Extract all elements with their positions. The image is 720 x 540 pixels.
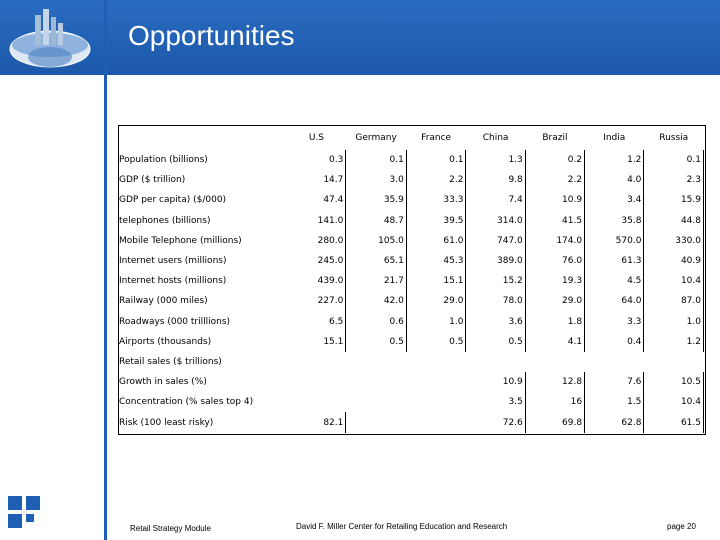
table-cell: 3.6 [466, 312, 525, 332]
row-label: telephones (billions) [119, 215, 211, 226]
row-label: Growth in sales (%) [119, 377, 207, 388]
table-cell: 0.5 [466, 332, 525, 352]
table-cell: 33.3 [406, 190, 466, 210]
table-cell: 1.2 [585, 150, 644, 170]
table-cell: 6.5 [287, 312, 346, 332]
table-cell: 3.4 [585, 190, 644, 210]
row-label: Concentration (% sales top 4) [119, 397, 254, 408]
table-cell: 1.2 [644, 332, 704, 352]
table-border [118, 125, 706, 435]
table-cell: 0.1 [406, 150, 466, 170]
page-number: page 20 [667, 522, 696, 531]
table-cell: 42.0 [346, 291, 407, 311]
table-cell: 21.7 [346, 271, 407, 291]
table-cell: 82.1 [287, 412, 346, 432]
table-cell: 7.6 [585, 372, 644, 392]
header-cell: Russia [659, 133, 689, 143]
table-cell: 747.0 [466, 231, 525, 251]
table-cell: 330.0 [644, 231, 704, 251]
table-cell: 12.8 [525, 372, 584, 392]
table-cell: 45.3 [406, 251, 466, 271]
table-cell: 0.1 [346, 150, 407, 170]
table-cell: 41.5 [525, 211, 584, 231]
table-cell: 15.1 [287, 332, 346, 352]
table-cell: 61.3 [585, 251, 644, 271]
table-cell: 0.1 [644, 150, 704, 170]
table-cell: 1.0 [644, 312, 704, 332]
table-cell: 76.0 [525, 251, 584, 271]
table-cell: 2.3 [644, 170, 704, 190]
table-cell: 7.4 [466, 190, 525, 210]
row-label: Internet hosts (millions) [119, 276, 227, 287]
city-globe-icon [5, 5, 95, 73]
table-cell: 40.9 [644, 251, 704, 271]
table-cell: 10.9 [525, 190, 584, 210]
row-label: GDP per capita) ($/000) [119, 195, 227, 206]
table-cell: 314.0 [466, 211, 525, 231]
table-cell: 10.9 [466, 372, 525, 392]
table-cell: 1.3 [466, 150, 525, 170]
table-cell: 0.3 [287, 150, 346, 170]
header-cell: Brazil [542, 133, 568, 143]
page-title: Opportunities [128, 20, 295, 51]
table-cell: 2.2 [406, 170, 466, 190]
table-cell: 4.5 [585, 271, 644, 291]
header-cell: India [603, 133, 626, 143]
table-cell: 1.8 [525, 312, 584, 332]
table-cell: 29.0 [525, 291, 584, 311]
table-cell: 62.8 [585, 412, 644, 432]
table-cell: 16 [525, 392, 584, 412]
header-cell: Germany [355, 133, 397, 143]
slide-header [0, 0, 720, 75]
table-cell: 69.8 [525, 412, 584, 432]
table-cell: 35.8 [585, 211, 644, 231]
row-label: Retail sales ($ trillions) [119, 356, 222, 367]
table-cell: 1.5 [585, 392, 644, 412]
header-cell: U.S [308, 133, 325, 143]
table-cell: 0.5 [346, 332, 407, 352]
table-cell: 10.5 [644, 372, 704, 392]
table-cell: 10.4 [644, 392, 704, 412]
row-label: Risk (100 least risky) [119, 417, 214, 428]
table-cell: 19.3 [525, 271, 584, 291]
table-cell: 4.1 [525, 332, 584, 352]
row-label: Internet users (millions) [119, 256, 227, 267]
table-cell: 439.0 [287, 271, 346, 291]
table-cell: 141.0 [287, 211, 346, 231]
table-cell: 14.7 [287, 170, 346, 190]
table-cell: 78.0 [466, 291, 525, 311]
table-cell: 15.9 [644, 190, 704, 210]
row-label: Population (billions) [119, 155, 208, 166]
table-cell: 0.5 [406, 332, 466, 352]
row-label: Airports (thousands) [119, 336, 212, 347]
row-label: Roadways (000 trilllions) [119, 316, 231, 327]
table-cell: 44.8 [644, 211, 704, 231]
row-label: Mobile Telephone (millions) [119, 235, 242, 246]
table-cell: 72.6 [466, 412, 525, 432]
table-cell: 61.0 [406, 231, 466, 251]
table-cell: 3.0 [346, 170, 407, 190]
table-cell: 65.1 [346, 251, 407, 271]
table-cell: 35.9 [346, 190, 407, 210]
table-cell: 4.0 [585, 170, 644, 190]
footer-center-name: David F. Miller Center for Retailing Education and Research [296, 522, 508, 531]
table-cell: 9.8 [466, 170, 525, 190]
table-cell: 10.4 [644, 271, 704, 291]
table-cell: 3.3 [585, 312, 644, 332]
vertical-divider [104, 0, 107, 540]
table-cell: 105.0 [346, 231, 407, 251]
table-cell: 389.0 [466, 251, 525, 271]
table-cell: 87.0 [644, 291, 704, 311]
header-band [0, 0, 720, 75]
footer-module-name: Retail Strategy Module [130, 524, 211, 533]
row-label: Railway (000 miles) [119, 296, 208, 307]
table-cell: 245.0 [287, 251, 346, 271]
table-cell: 1.0 [406, 312, 466, 332]
table-cell: 39.5 [406, 211, 466, 231]
table-cell: 29.0 [406, 291, 466, 311]
header-cell: China [482, 133, 509, 143]
table-cell: 61.5 [644, 412, 704, 432]
table-cell: 227.0 [287, 291, 346, 311]
table-cell: 0.6 [346, 312, 407, 332]
table-cell: 174.0 [525, 231, 584, 251]
header-cell: France [421, 133, 452, 143]
table-cell: 280.0 [287, 231, 346, 251]
grid-squares-icon [8, 496, 42, 530]
table-cell: 0.4 [585, 332, 644, 352]
table-cell: 2.2 [525, 170, 584, 190]
table-cell: 64.0 [585, 291, 644, 311]
row-label: GDP ($ trillion) [119, 175, 186, 186]
table-cell: 570.0 [585, 231, 644, 251]
table-cell: 48.7 [346, 211, 407, 231]
table-cell: 0.2 [525, 150, 584, 170]
table-cell: 47.4 [287, 190, 346, 210]
table-cell: 15.1 [406, 271, 466, 291]
table-cell: 3.5 [466, 392, 525, 412]
table-cell: 15.2 [466, 271, 525, 291]
